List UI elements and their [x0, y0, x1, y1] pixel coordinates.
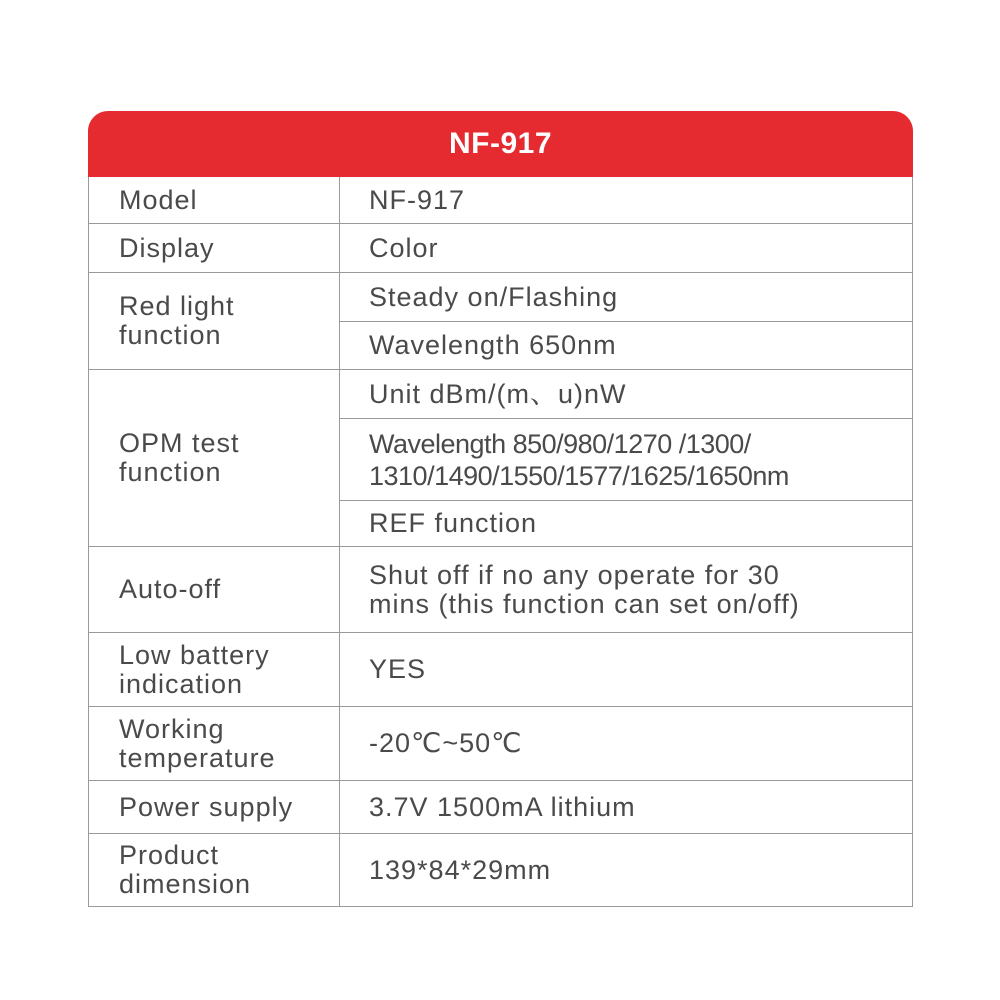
table-row-product-dimension — [89, 834, 912, 907]
row-value: Unit dBm/(m、u)nW — [369, 378, 627, 409]
spec-table — [88, 111, 913, 907]
row-label: Working temperature — [89, 707, 340, 780]
row-label: Product dimension — [89, 834, 340, 906]
row-value: Steady on/Flashing — [369, 281, 619, 312]
table-row-working-temperature — [89, 707, 912, 781]
row-label: OPM test function — [89, 370, 340, 546]
table-row-display — [89, 224, 912, 273]
row-value: Shut off if no any operate for 30 mins (this function can set on/off) — [369, 559, 800, 619]
table-row-power-supply — [89, 781, 912, 834]
table-row-opm-test — [89, 370, 912, 547]
row-value: Wavelength 850/980/1270 /1300/ 1310/1490/1550/1577/1625/1650nm — [340, 418, 912, 500]
row-value: 139*84*29mm — [369, 854, 552, 885]
row-value: 3.7V 1500mA lithium — [369, 791, 636, 822]
row-value: -20℃~50℃ — [369, 728, 523, 758]
table-row-auto-off — [89, 547, 912, 633]
row-label: Red light function — [89, 273, 340, 369]
table-header — [88, 111, 913, 177]
row-value: Color — [369, 232, 439, 263]
row-label: Model — [89, 177, 340, 223]
row-label: Power supply — [89, 781, 340, 833]
table-body — [88, 177, 913, 907]
table-row-model — [89, 177, 912, 224]
row-value: YES — [369, 654, 427, 684]
row-value: Wavelength 650nm — [340, 321, 912, 369]
table-row-red-light — [89, 273, 912, 370]
row-label: Display — [89, 224, 340, 272]
row-value: NF-917 — [369, 184, 466, 215]
table-row-low-battery — [89, 633, 912, 707]
table-title: NF-917 — [448, 127, 553, 160]
row-label: Low battery indication — [89, 633, 340, 706]
row-value: REF function — [340, 500, 912, 546]
row-label: Auto-off — [89, 547, 340, 632]
